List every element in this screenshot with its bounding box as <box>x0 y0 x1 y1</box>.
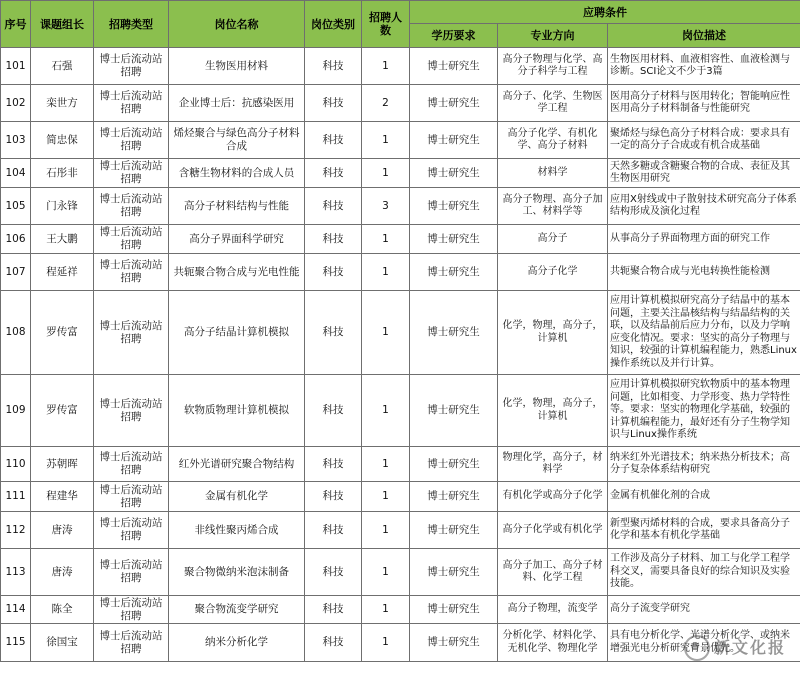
table-row <box>1 159 800 188</box>
header-category: 岗位类别 <box>305 1 362 48</box>
row-major: 高分子物理，流变学 <box>498 596 608 624</box>
row-leader: 石强 <box>31 48 94 85</box>
row-desc: 从事高分子界面物理方面的研究工作 <box>608 225 800 254</box>
row-leader: 门永锋 <box>31 188 94 225</box>
row-category: 科技 <box>305 375 362 447</box>
table-row <box>1 549 800 596</box>
row-position: 聚合物微纳米泡沫制备 <box>169 549 305 596</box>
row-category: 科技 <box>305 225 362 254</box>
row-no: 104 <box>1 159 31 188</box>
row-type: 博士后流动站招聘 <box>94 48 169 85</box>
row-leader: 唐涛 <box>31 549 94 596</box>
row-degree: 博士研究生 <box>410 225 498 254</box>
row-count: 2 <box>362 85 410 122</box>
row-desc: 新型聚丙烯材料的合成，要求具备高分子化学和基本有机化学基础 <box>608 512 800 549</box>
row-count: 3 <box>362 188 410 225</box>
row-no: 114 <box>1 596 31 624</box>
row-position: 高分子界面科学研究 <box>169 225 305 254</box>
row-desc: 具有电分析化学、光谱分析化学、或纳米增强光电分析研究背景优先。 <box>608 624 800 662</box>
row-desc: 纳米红外光谱技术；纳米热分析技术；高分子复杂体系结构研究 <box>608 447 800 482</box>
row-no: 107 <box>1 254 31 291</box>
row-type: 博士后流动站招聘 <box>94 254 169 291</box>
row-major: 化学，物理，高分子，计算机 <box>498 291 608 375</box>
row-major: 高分子化学或有机化学 <box>498 512 608 549</box>
row-type: 博士后流动站招聘 <box>94 624 169 662</box>
row-type: 博士后流动站招聘 <box>94 549 169 596</box>
row-no: 111 <box>1 482 31 512</box>
row-leader: 简忠保 <box>31 122 94 159</box>
row-no: 115 <box>1 624 31 662</box>
row-count: 1 <box>362 447 410 482</box>
row-leader: 石彤非 <box>31 159 94 188</box>
row-leader: 苏朝晖 <box>31 447 94 482</box>
table-row <box>1 624 800 662</box>
row-type: 博士后流动站招聘 <box>94 159 169 188</box>
newspaper-logo-icon <box>684 635 710 661</box>
table-row <box>1 375 800 447</box>
table-row <box>1 254 800 291</box>
row-count: 1 <box>362 122 410 159</box>
row-leader: 程建华 <box>31 482 94 512</box>
row-degree: 博士研究生 <box>410 159 498 188</box>
header-conditions: 应聘条件 <box>410 1 800 24</box>
header-desc: 岗位描述 <box>608 24 800 48</box>
row-count: 1 <box>362 549 410 596</box>
row-degree: 博士研究生 <box>410 291 498 375</box>
row-major: 高分子 <box>498 225 608 254</box>
row-desc: 天然多糖或含糖聚合物的合成、表征及其生物医用研究 <box>608 159 800 188</box>
table-row <box>1 447 800 482</box>
row-major: 高分子物理与化学、高分子科学与工程 <box>498 48 608 85</box>
row-leader: 罗传富 <box>31 375 94 447</box>
row-type: 博士后流动站招聘 <box>94 188 169 225</box>
row-major: 高分子加工、高分子材料、化学工程 <box>498 549 608 596</box>
row-position: 高分子结晶计算机模拟 <box>169 291 305 375</box>
row-category: 科技 <box>305 482 362 512</box>
row-major: 有机化学或高分子化学 <box>498 482 608 512</box>
header-position: 岗位名称 <box>169 1 305 48</box>
row-desc: 聚烯烃与绿色高分子材料合成：要求具有一定的高分子合成或有机合成基础 <box>608 122 800 159</box>
table-row <box>1 188 800 225</box>
row-type: 博士后流动站招聘 <box>94 596 169 624</box>
row-count: 1 <box>362 291 410 375</box>
row-no: 106 <box>1 225 31 254</box>
row-degree: 博士研究生 <box>410 596 498 624</box>
row-major: 分析化学、材料化学、无机化学、物理化学 <box>498 624 608 662</box>
row-no: 102 <box>1 85 31 122</box>
row-category: 科技 <box>305 291 362 375</box>
row-degree: 博士研究生 <box>410 48 498 85</box>
row-count: 1 <box>362 482 410 512</box>
row-type: 博士后流动站招聘 <box>94 482 169 512</box>
row-desc: 医用高分子材料与医用转化；智能响应性医用高分子材料制备与性能研究 <box>608 85 800 122</box>
row-degree: 博士研究生 <box>410 482 498 512</box>
row-category: 科技 <box>305 254 362 291</box>
header-count: 招聘人数 <box>362 1 410 48</box>
row-degree: 博士研究生 <box>410 85 498 122</box>
row-position: 烯烃聚合与绿色高分子材料合成 <box>169 122 305 159</box>
header-major: 专业方向 <box>498 24 608 48</box>
header-no: 序号 <box>1 1 31 48</box>
row-position: 含糖生物材料的合成人员 <box>169 159 305 188</box>
row-major: 材料学 <box>498 159 608 188</box>
row-category: 科技 <box>305 122 362 159</box>
row-category: 科技 <box>305 188 362 225</box>
row-desc: 高分子流变学研究 <box>608 596 800 624</box>
row-leader: 栾世方 <box>31 85 94 122</box>
row-no: 105 <box>1 188 31 225</box>
row-no: 108 <box>1 291 31 375</box>
row-degree: 博士研究生 <box>410 122 498 159</box>
row-no: 113 <box>1 549 31 596</box>
row-category: 科技 <box>305 549 362 596</box>
row-desc: 工作涉及高分子材料、加工与化学工程学科交叉，需要具备良好的综合知识及实验技能。 <box>608 549 800 596</box>
row-type: 博士后流动站招聘 <box>94 447 169 482</box>
row-major: 化学，物理，高分子，计算机 <box>498 375 608 447</box>
row-category: 科技 <box>305 447 362 482</box>
row-type: 博士后流动站招聘 <box>94 291 169 375</box>
row-major: 高分子化学 <box>498 254 608 291</box>
row-no: 110 <box>1 447 31 482</box>
row-count: 1 <box>362 512 410 549</box>
row-leader: 陈全 <box>31 596 94 624</box>
table-row <box>1 596 800 624</box>
row-position: 非线性聚丙烯合成 <box>169 512 305 549</box>
row-position: 金属有机化学 <box>169 482 305 512</box>
row-count: 1 <box>362 375 410 447</box>
row-position: 企业博士后：抗感染医用 <box>169 85 305 122</box>
table-row <box>1 225 800 254</box>
row-type: 博士后流动站招聘 <box>94 512 169 549</box>
row-leader: 唐涛 <box>31 512 94 549</box>
row-count: 1 <box>362 225 410 254</box>
watermark-text: 新文化报 <box>713 637 786 657</box>
row-desc: 应用计算机模拟研究软物质中的基本物理问题，比如相变、力学形变、热力学特性等。要求：坚实的物理化学基础，较强的计算机编程能力，最好还有分子生物学知识与Linux操作系统 <box>608 375 800 447</box>
row-leader: 王大鹏 <box>31 225 94 254</box>
row-type: 博士后流动站招聘 <box>94 375 169 447</box>
row-count: 1 <box>362 48 410 85</box>
row-position: 软物质物理计算机模拟 <box>169 375 305 447</box>
row-degree: 博士研究生 <box>410 188 498 225</box>
table-row <box>1 122 800 159</box>
row-major: 高分子物理、高分子加工、材料学等 <box>498 188 608 225</box>
table-row <box>1 48 800 85</box>
header-degree: 学历要求 <box>410 24 498 48</box>
row-major: 高分子化学、有机化学、高分子材料 <box>498 122 608 159</box>
row-desc: 生物医用材料、血液相容性、血液检测与诊断。SCI论文不少于3篇 <box>608 48 800 85</box>
row-count: 1 <box>362 159 410 188</box>
table-body <box>1 48 800 662</box>
row-position: 高分子材料结构与性能 <box>169 188 305 225</box>
row-major: 高分子、化学、生物医学工程 <box>498 85 608 122</box>
row-major: 物理化学，高分子，材料学 <box>498 447 608 482</box>
row-count: 1 <box>362 596 410 624</box>
row-position: 生物医用材料 <box>169 48 305 85</box>
row-leader: 罗传富 <box>31 291 94 375</box>
row-type: 博士后流动站招聘 <box>94 122 169 159</box>
row-position: 红外光谱研究聚合物结构 <box>169 447 305 482</box>
row-leader: 徐国宝 <box>31 624 94 662</box>
row-degree: 博士研究生 <box>410 549 498 596</box>
row-type: 博士后流动站招聘 <box>94 225 169 254</box>
row-no: 112 <box>1 512 31 549</box>
row-desc: 应用计算机模拟研究高分子结晶中的基本问题，主要关注晶核结构与结晶结构的关联，以及结晶前后应力分布，以及力学响应变化情况。要求：坚实的高分子物理与知识，较强的计算机编程能力，熟悉Linux操作系统以及并行计算。 <box>608 291 800 375</box>
header-leader: 课题组长 <box>31 1 94 48</box>
table-row <box>1 291 800 375</box>
row-position: 共轭聚合物合成与光电性能 <box>169 254 305 291</box>
row-degree: 博士研究生 <box>410 254 498 291</box>
row-count: 1 <box>362 624 410 662</box>
table-row <box>1 482 800 512</box>
row-category: 科技 <box>305 85 362 122</box>
row-desc: 金属有机催化剂的合成 <box>608 482 800 512</box>
row-no: 103 <box>1 122 31 159</box>
row-count: 1 <box>362 254 410 291</box>
row-category: 科技 <box>305 596 362 624</box>
table-row <box>1 512 800 549</box>
row-leader: 程延祥 <box>31 254 94 291</box>
row-degree: 博士研究生 <box>410 375 498 447</box>
table-row <box>1 85 800 122</box>
row-position: 聚合物流变学研究 <box>169 596 305 624</box>
row-category: 科技 <box>305 624 362 662</box>
row-no: 109 <box>1 375 31 447</box>
row-type: 博士后流动站招聘 <box>94 85 169 122</box>
watermark-logo <box>684 635 786 662</box>
row-degree: 博士研究生 <box>410 447 498 482</box>
row-desc: 应用X射线或中子散射技术研究高分子体系结构形成及演化过程 <box>608 188 800 225</box>
header-type: 招聘类型 <box>94 1 169 48</box>
row-no: 101 <box>1 48 31 85</box>
row-category: 科技 <box>305 512 362 549</box>
row-category: 科技 <box>305 48 362 85</box>
row-desc: 共轭聚合物合成与光电转换性能检测 <box>608 254 800 291</box>
row-degree: 博士研究生 <box>410 624 498 662</box>
row-degree: 博士研究生 <box>410 512 498 549</box>
row-category: 科技 <box>305 159 362 188</box>
row-position: 纳米分析化学 <box>169 624 305 662</box>
